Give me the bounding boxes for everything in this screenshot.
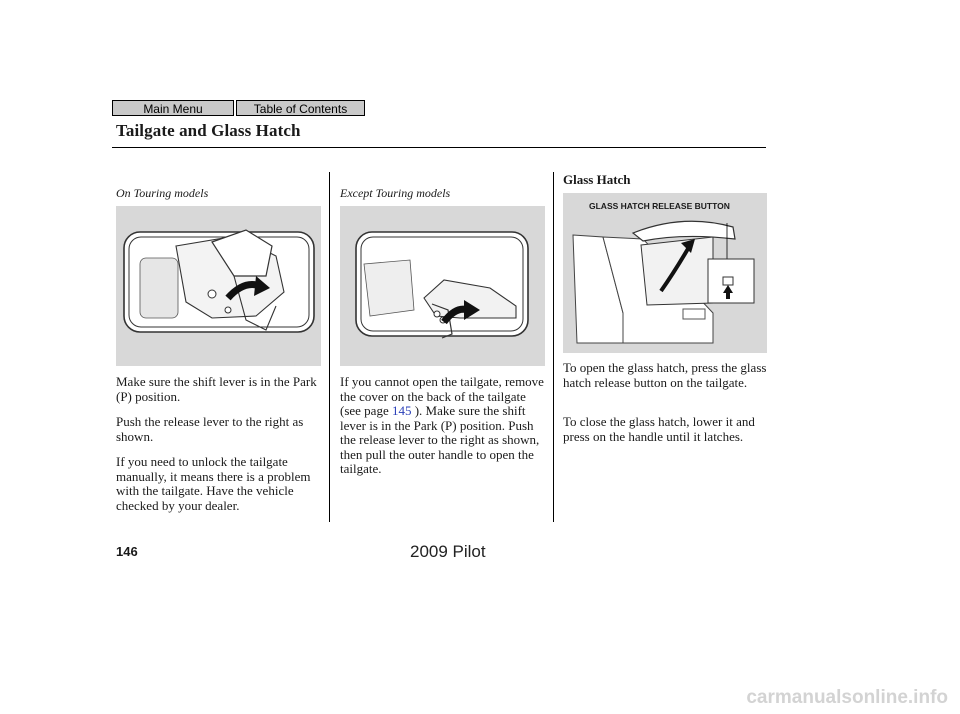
- table-of-contents-button[interactable]: Table of Contents: [236, 100, 365, 116]
- paragraph-shift-lever-park: Make sure the shift lever is in the Park (P) position.: [116, 374, 317, 404]
- figure-caption-except-touring: Except Touring models: [340, 186, 451, 200]
- glass-hatch-release-button-label: GLASS HATCH RELEASE BUTTON: [589, 201, 730, 211]
- column-divider-1: [329, 172, 330, 522]
- paragraph-open-glass-hatch: To open the glass hatch, press the glass hatch release button on the tailgate.: [563, 360, 767, 390]
- tailgate-release-lever-figure-touring: [116, 206, 321, 366]
- figure-caption-touring: On Touring models: [116, 186, 209, 200]
- column-divider-2: [553, 172, 554, 522]
- title-rule: [112, 147, 766, 148]
- paragraph-push-release-lever: Push the release lever to the right as shown.: [116, 414, 304, 444]
- main-menu-button[interactable]: Main Menu: [112, 100, 234, 116]
- tailgate-release-lever-figure-standard: [340, 206, 545, 366]
- glass-hatch-figure: [563, 193, 767, 353]
- glass-hatch-heading: Glass Hatch: [563, 172, 631, 187]
- watermark: carmanualsonline.info: [746, 687, 948, 708]
- paragraph-cannot-open-tailgate: [340, 375, 550, 477]
- page-145-link[interactable]: 145: [391, 403, 412, 418]
- paragraph-close-glass-hatch: To close the glass hatch, lower it and press on the handle until it latches.: [563, 414, 755, 444]
- paragraph-unlock-manually: If you need to unlock the tailgate manually, it means there is a problem with the tailgate. Have the vehicle checked by your dealer.: [116, 454, 311, 513]
- paragraph-text-before-link: If you cannot open the tailgate, remove the cover on the back of the tailgate (see page: [340, 374, 544, 418]
- page-number: 146: [116, 544, 138, 559]
- footer-model-year: 2009 Pilot: [410, 542, 486, 561]
- page-title: Tailgate and Glass Hatch: [116, 121, 301, 140]
- paragraph-text-after-link: ). Make sure the shift lever is in the Park (P) position. Push the release lever to the right as shown, then pull the outer handle to open the tailgate.: [340, 403, 540, 476]
